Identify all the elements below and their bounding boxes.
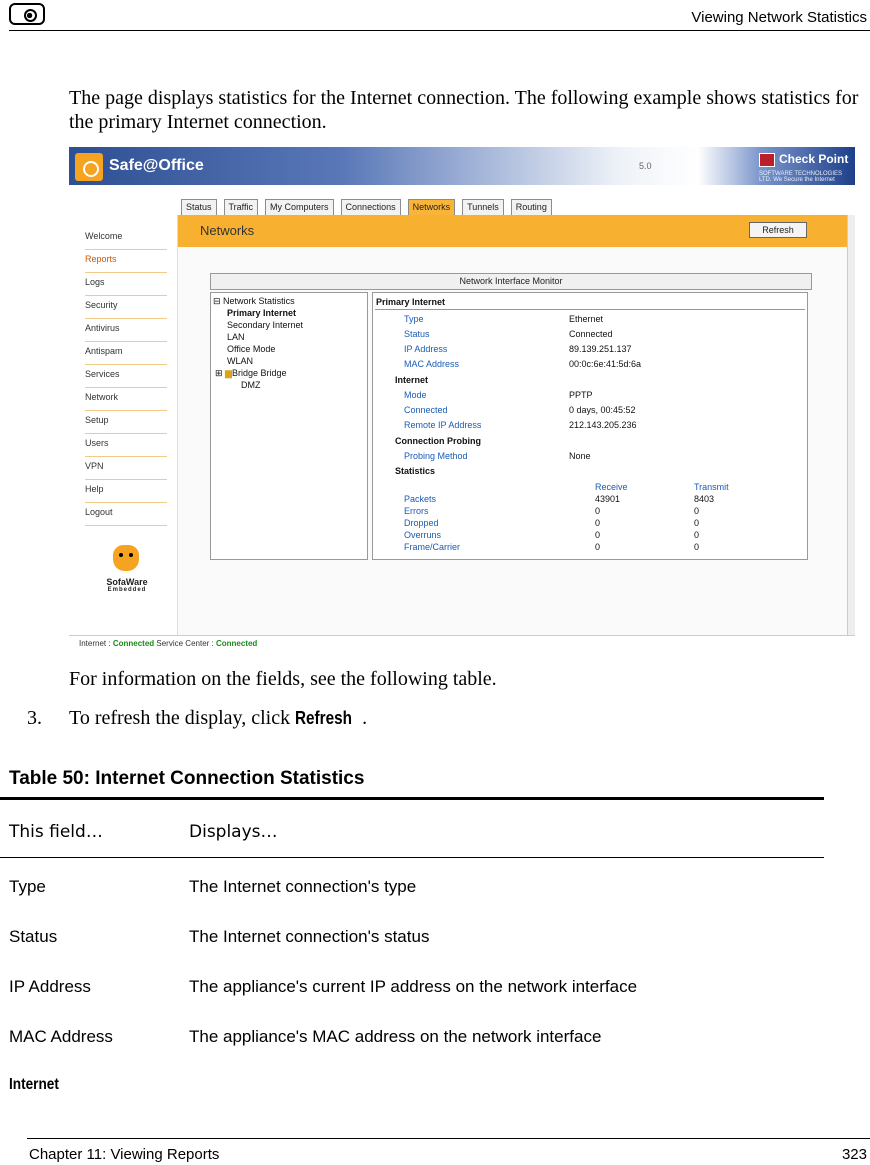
status-service-label: Service Center : xyxy=(156,639,214,648)
monitor-title: Network Interface Monitor xyxy=(210,273,812,290)
section-internet: Internet xyxy=(395,375,429,385)
table-row-field: IP Address xyxy=(9,977,91,996)
field-value-connected: 0 days, 00:45:52 xyxy=(569,405,636,415)
stats-receive-frame-carrier: 0 xyxy=(595,542,601,552)
step-text xyxy=(69,706,367,730)
screen-icon xyxy=(9,3,45,25)
tree-item-dmz[interactable]: DMZ xyxy=(241,380,261,390)
stats-label-packets: Packets xyxy=(404,494,437,504)
table-row-field: MAC Address xyxy=(9,1027,113,1046)
app-version: 5.0 xyxy=(639,161,652,171)
sidebar-item-help[interactable]: Help xyxy=(85,480,167,503)
sidebar-item-reports[interactable]: Reports xyxy=(85,250,167,273)
interface-detail-panel xyxy=(372,292,808,560)
sidebar-item-network[interactable]: Network xyxy=(85,388,167,411)
network-tree xyxy=(210,292,368,560)
table-header-displays: Displays… xyxy=(189,822,278,842)
status-service-value: Connected xyxy=(215,639,258,648)
stats-transmit-packets: 8403 xyxy=(694,494,715,504)
tab-traffic[interactable]: Traffic xyxy=(224,199,259,215)
check-point-logo-icon xyxy=(759,153,775,167)
field-value-status: Connected xyxy=(569,329,613,339)
field-label-mode: Mode xyxy=(404,390,427,400)
tab-bar xyxy=(181,199,559,215)
app-brand: Safe@Office xyxy=(109,157,204,174)
tab-my-computers[interactable]: My Computers xyxy=(265,199,334,215)
tab-status[interactable]: Status xyxy=(181,199,217,215)
status-internet-value: Connected xyxy=(112,639,155,648)
field-label-mac: MAC Address xyxy=(404,359,460,369)
footer-chapter: Chapter 11: Viewing Reports xyxy=(29,1146,220,1163)
stats-receive-overruns: 0 xyxy=(595,530,601,540)
stats-transmit-dropped: 0 xyxy=(694,518,700,528)
tab-networks[interactable]: Networks xyxy=(408,199,456,215)
page-title: Networks xyxy=(200,223,255,238)
sidebar-item-users[interactable]: Users xyxy=(85,434,167,457)
table-subheading-internet: Internet xyxy=(9,1076,59,1093)
stats-label-frame-carrier: Frame/Carrier xyxy=(404,542,461,552)
section-statistics: Statistics xyxy=(395,466,436,476)
field-label-remote-ip: Remote IP Address xyxy=(404,420,482,430)
table-caption: Table 50: Internet Connection Statistics xyxy=(9,768,365,789)
table-row-desc: The Internet connection's status xyxy=(189,927,430,946)
table-row-field: Status xyxy=(9,927,58,946)
stats-label-dropped: Dropped xyxy=(404,518,439,528)
tree-root-label: Network Statistics xyxy=(223,296,295,306)
stats-receive-errors: 0 xyxy=(595,506,601,516)
sidebar-item-antispam[interactable]: Antispam xyxy=(85,342,167,365)
detail-title: Primary Internet xyxy=(376,297,446,307)
tree-item-root[interactable]: ⊟ Network Statistics xyxy=(213,296,295,306)
sidebar xyxy=(69,215,175,635)
intro-paragraph: The page displays statistics for the Internet connection. The following example shows statistics for the primary Internet connection. xyxy=(69,87,859,133)
field-label-ip: IP Address xyxy=(404,344,448,354)
field-label-type: Type xyxy=(404,314,424,324)
page-titlebar xyxy=(178,215,848,247)
field-value-ip: 89.139.251.137 xyxy=(569,344,632,354)
stats-transmit-overruns: 0 xyxy=(694,530,700,540)
tree-item-secondary-internet[interactable]: Secondary Internet xyxy=(227,320,304,330)
folder-icon: ▆ xyxy=(225,368,232,378)
field-value-probing: None xyxy=(569,451,591,461)
sidebar-item-security[interactable]: Security xyxy=(85,296,167,319)
vendor-tagline: SOFTWARE TECHNOLOGIES LTD. We Secure the Internet xyxy=(759,171,843,183)
table-header-field: This field… xyxy=(9,822,103,842)
stats-transmit-errors: 0 xyxy=(694,506,700,516)
sidebar-item-services[interactable]: Services xyxy=(85,365,167,388)
app-status-bar xyxy=(69,635,855,652)
tab-routing[interactable]: Routing xyxy=(511,199,552,215)
field-label-connected: Connected xyxy=(404,405,448,415)
step-text-before: To refresh the display, click xyxy=(69,707,296,729)
tab-tunnels[interactable]: Tunnels xyxy=(462,199,504,215)
screenshot-networks-page xyxy=(69,147,855,652)
stats-label-errors: Errors xyxy=(404,506,429,516)
stats-header-receive: Receive xyxy=(595,482,628,492)
field-label-status: Status xyxy=(404,329,430,339)
field-value-remote-ip: 212.143.205.236 xyxy=(569,420,637,430)
table-row-desc: The appliance's current IP address on the network interface xyxy=(189,977,638,996)
running-header: Viewing Network Statistics xyxy=(691,9,867,26)
field-label-probing: Probing Method xyxy=(404,451,468,461)
step-number: 3. xyxy=(27,707,42,729)
after-screenshot-text: For information on the fields, see the following table. xyxy=(69,668,497,690)
sidebar-item-welcome[interactable]: Welcome xyxy=(85,227,167,250)
table-top-rule xyxy=(0,797,824,800)
embedded-brand: SofaWare xyxy=(106,577,148,587)
stats-transmit-frame-carrier: 0 xyxy=(694,542,700,552)
safe-office-logo-icon xyxy=(75,153,103,181)
sidebar-item-antivirus[interactable]: Antivirus xyxy=(85,319,167,342)
tree-item-office-mode[interactable]: Office Mode xyxy=(227,344,276,354)
sidebar-item-setup[interactable]: Setup xyxy=(85,411,167,434)
table-row-field: Type xyxy=(9,877,46,896)
field-value-type: Ethernet xyxy=(569,314,604,324)
field-value-mode: PPTP xyxy=(569,390,593,400)
detail-rule xyxy=(375,309,805,310)
stats-header-transmit: Transmit xyxy=(694,482,729,492)
stats-label-overruns: Overruns xyxy=(404,530,442,540)
step-bold-refresh: Refresh xyxy=(295,708,353,728)
field-value-mac: 00:0c:6e:41:5d:6a xyxy=(569,359,642,369)
tab-connections[interactable]: Connections xyxy=(341,199,401,215)
stats-receive-dropped: 0 xyxy=(595,518,601,528)
section-connection-probing: Connection Probing xyxy=(395,436,481,446)
vertical-scrollbar[interactable] xyxy=(847,215,855,635)
refresh-button[interactable]: Refresh xyxy=(749,222,807,238)
sofaware-mascot-icon xyxy=(113,545,139,571)
table-row-desc: The Internet connection's type xyxy=(189,877,417,896)
embedded-brand-sub: Embedded xyxy=(107,587,147,593)
page-number: 323 xyxy=(841,1146,867,1163)
header-rule xyxy=(9,30,870,31)
vendor-name: Check Point xyxy=(779,152,849,166)
tree-item-wlan[interactable]: WLAN xyxy=(227,356,254,366)
sidebar-item-logs[interactable]: Logs xyxy=(85,273,167,296)
sidebar-item-vpn[interactable]: VPN xyxy=(85,457,167,480)
tree-bridge-label: Bridge Bridge xyxy=(231,368,287,378)
status-internet-label: Internet : xyxy=(79,639,111,648)
table-row-desc: The appliance's MAC address on the network interface xyxy=(189,1027,602,1046)
tree-item-bridge[interactable]: ⊞ ▆Bridge Bridge xyxy=(215,368,287,378)
table-header-rule xyxy=(0,857,824,858)
stats-receive-packets: 43901 xyxy=(595,494,621,504)
footer-rule xyxy=(27,1138,870,1139)
sidebar-item-logout[interactable]: Logout xyxy=(85,503,167,526)
step-text-after: . xyxy=(362,707,368,729)
tree-item-lan[interactable]: LAN xyxy=(227,332,245,342)
tree-item-primary-internet[interactable]: Primary Internet xyxy=(227,308,297,318)
